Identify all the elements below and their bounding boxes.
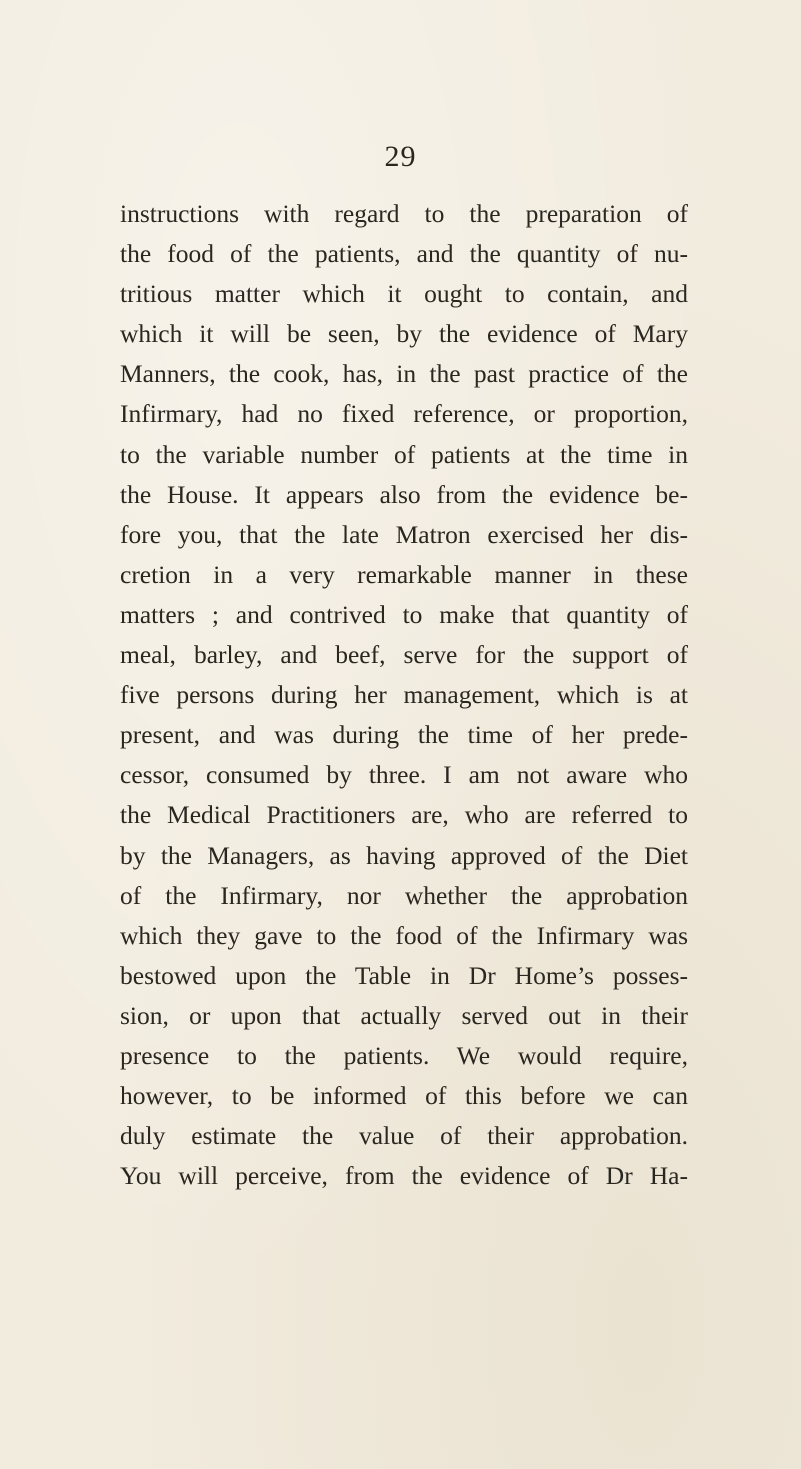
body-paragraph bbox=[120, 194, 688, 1196]
text-line: which it will be seen, by the evidence of Mary bbox=[120, 319, 688, 349]
text-line: matters ; and contrived to make that quantity of bbox=[120, 599, 688, 629]
text-line: present, and was during the time of her prede- bbox=[120, 720, 688, 750]
text-line: which they gave to the food of the Infirmary was bbox=[120, 920, 688, 950]
text-line: bestowed upon the Table in Dr Home’s posses- bbox=[120, 960, 688, 990]
text-line: to the variable number of patients at the time in bbox=[120, 439, 688, 469]
text-line: the food of the patients, and the quantity of nu- bbox=[120, 239, 688, 269]
text-line: You will perceive, from the evidence of Dr Ha- bbox=[120, 1161, 688, 1191]
text-line: Infirmary, had no fixed reference, or proportion, bbox=[120, 399, 688, 429]
text-line: duly estimate the value of their approbation. bbox=[120, 1121, 688, 1151]
text-line: of the Infirmary, nor whether the approbation bbox=[120, 880, 688, 910]
text-line: by the Managers, as having approved of the Diet bbox=[120, 840, 688, 870]
text-line: cretion in a very remarkable manner in these bbox=[120, 559, 688, 589]
text-line: presence to the patients. We would require, bbox=[120, 1040, 688, 1070]
text-line: cessor, consumed by three. I am not aware who bbox=[120, 760, 688, 790]
text-line: meal, barley, and beef, serve for the support of bbox=[120, 640, 688, 670]
text-line: instructions with regard to the preparation of bbox=[120, 199, 688, 228]
text-line: Manners, the cook, has, in the past practice of the bbox=[120, 359, 688, 389]
text-line: sion, or upon that actually served out in their bbox=[120, 1000, 688, 1030]
text-line: five persons during her management, which is at bbox=[120, 680, 688, 710]
text-line: the House. It appears also from the evidence be- bbox=[120, 479, 688, 509]
text-line: the Medical Practitioners are, who are referred to bbox=[120, 800, 688, 830]
text-line: fore you, that the late Matron exercised her dis- bbox=[120, 519, 688, 549]
text-line: tritious matter which it ought to contain, and bbox=[120, 279, 688, 309]
page-number: 29 bbox=[384, 140, 417, 173]
text-line: however, to be informed of this before we can bbox=[120, 1081, 688, 1111]
